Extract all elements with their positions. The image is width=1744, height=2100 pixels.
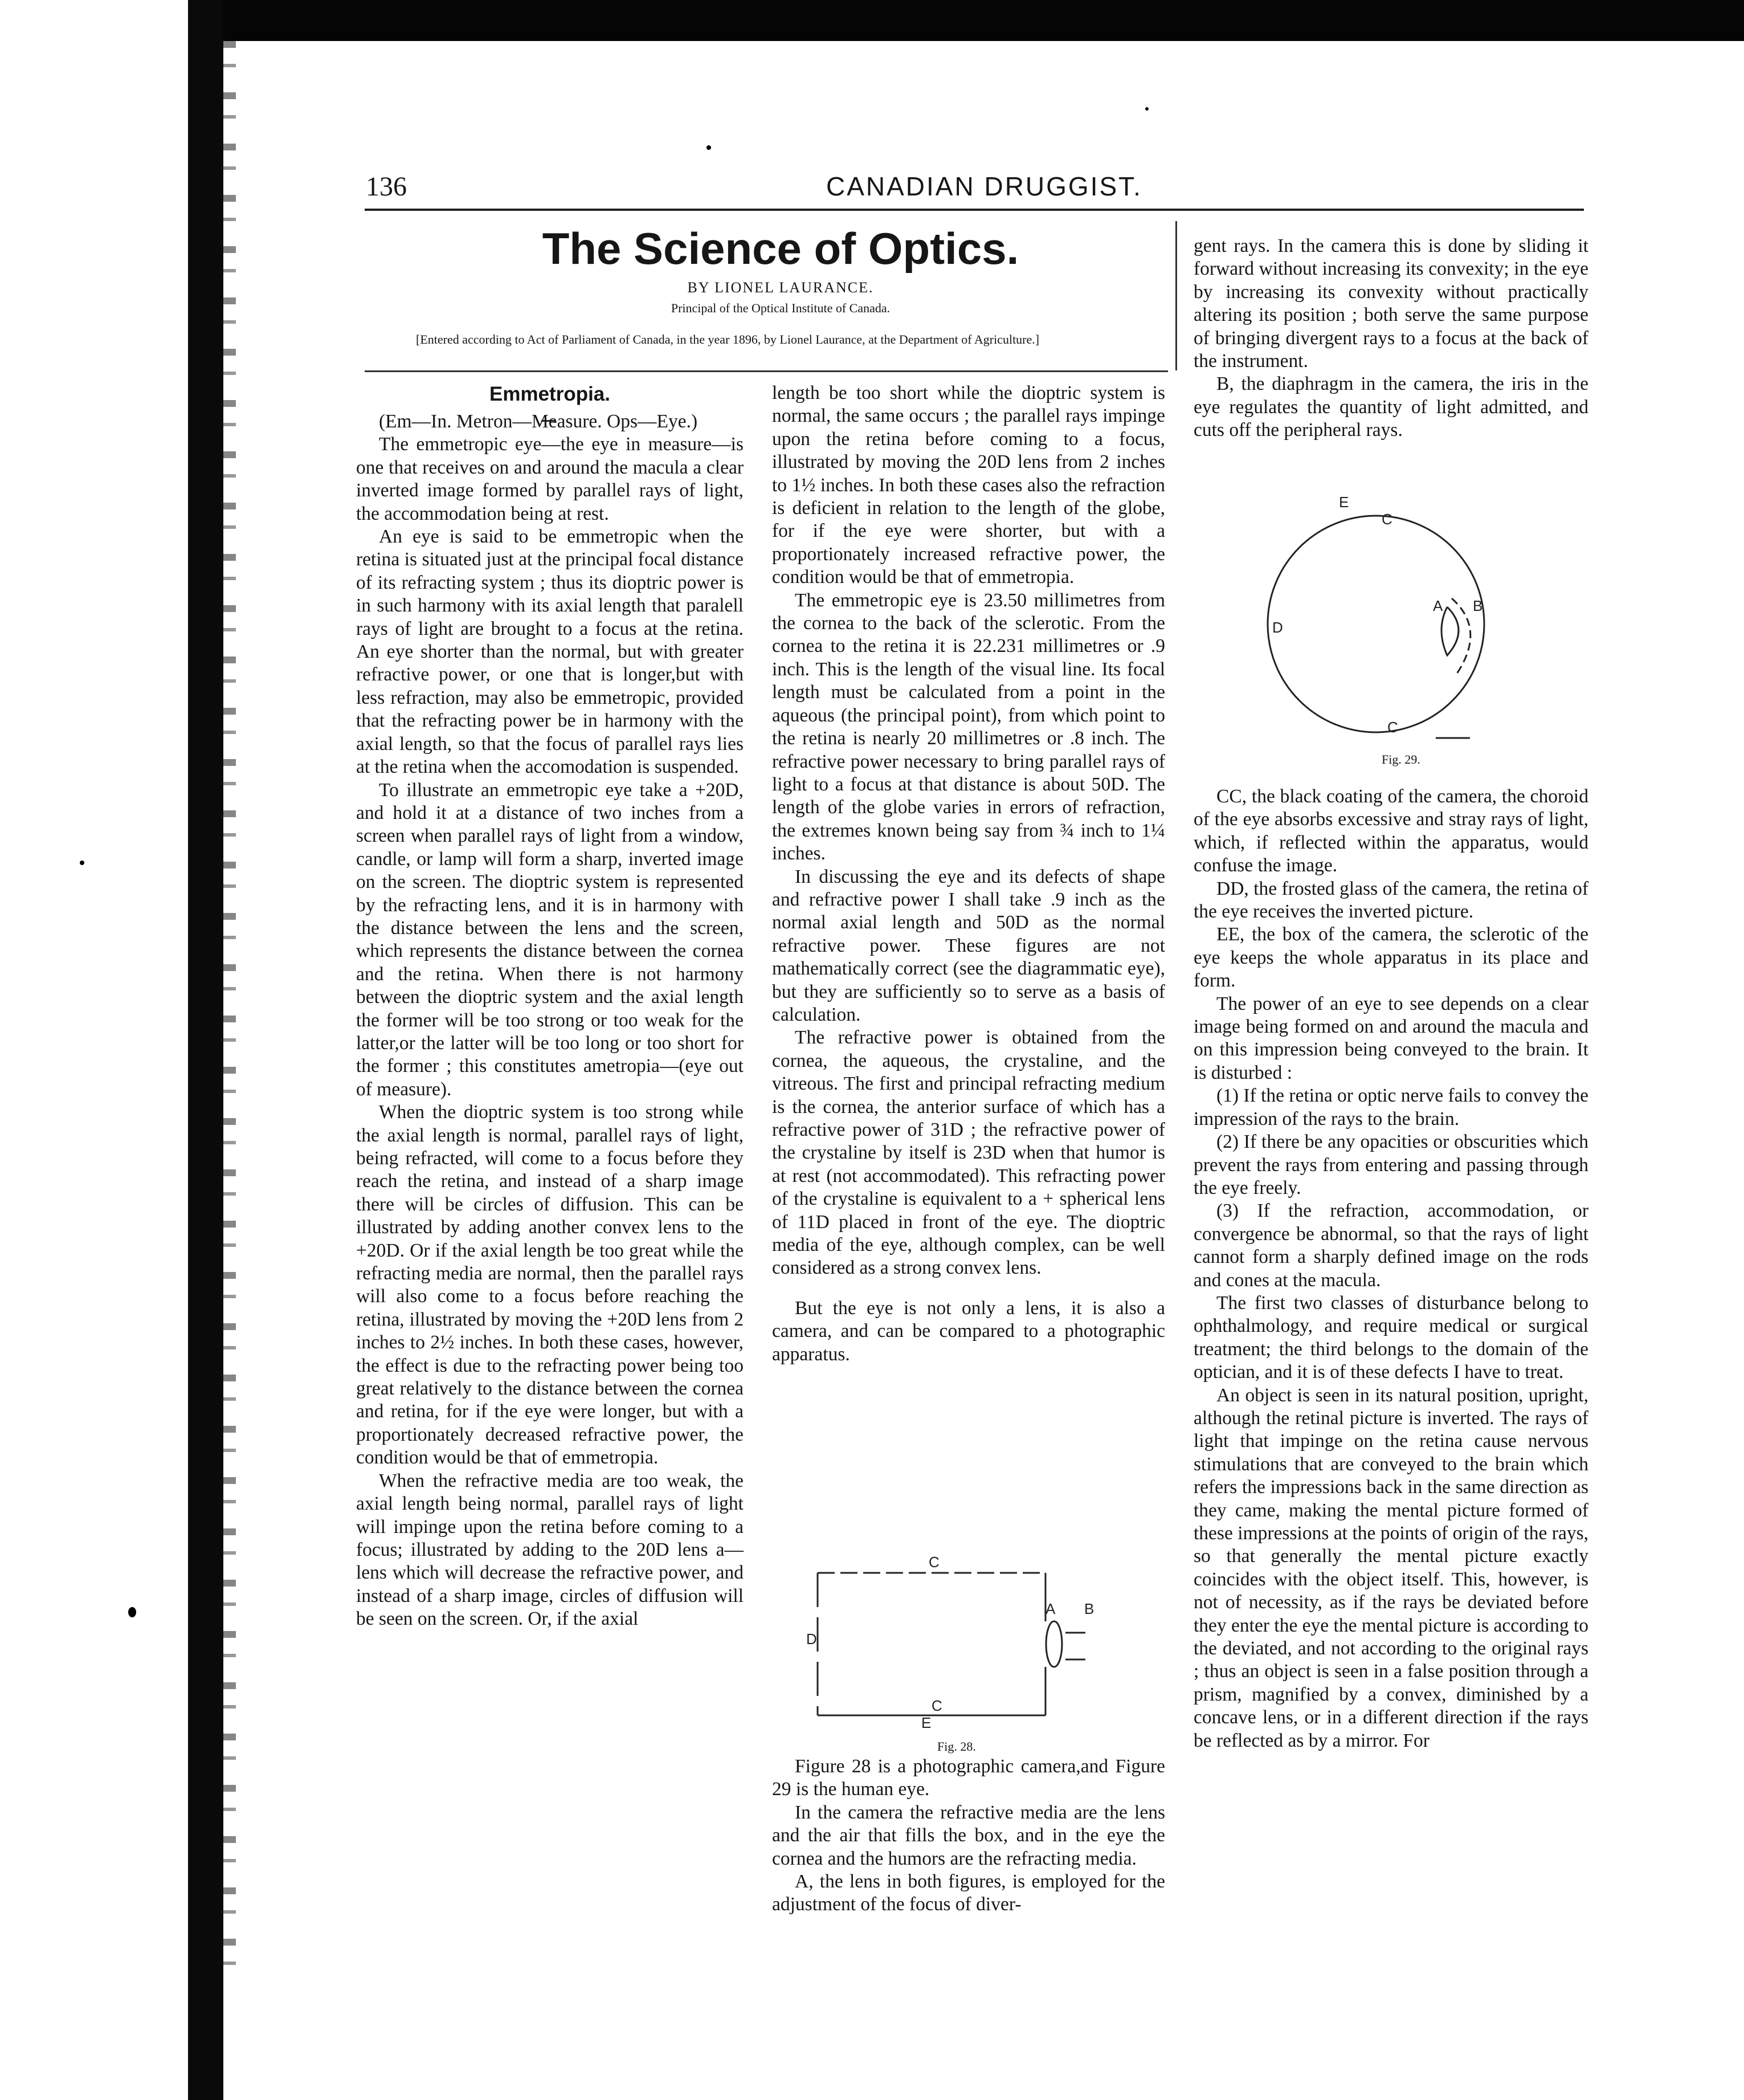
paragraph: CC, the black coating of the camera, the choroid of the eye absorbs excessive and stray rays of light, which, if reflected within the apparatus, would confuse the image. <box>1194 786 1588 876</box>
paragraph: In discussing the eye and its defects of shape and refractive power I shall take .9 inch as the normal axial length and 50D as the normal refractive power. These figures are not mathematically correct (see the diagrammatic eye), but they are sufficiently so to serve as a basis of calculation. <box>772 866 1165 1025</box>
paragraph: When the refractive media are too weak, the axial length being normal, parallel rays of light will impinge upon the retina before coming to a focus; illustrated by adding to the 20D lens a—lens which will decrease the refractive power, and instead of a sharp image, circles of diffusion will be seen on the screen. Or, if the axial <box>356 1470 744 1630</box>
scan-speck <box>706 145 711 150</box>
scan-border-top <box>188 0 1744 41</box>
fig28-label-e: E <box>921 1714 932 1731</box>
page-number: 136 <box>366 172 407 202</box>
copyright-notice: [Entered according to Act of Parliament of Canada, in the year 1896, by Lionel Laurance, at the Department of Agriculture.] <box>416 332 1040 346</box>
figure-29-eye-diagram <box>1253 484 1538 769</box>
fig28-label-c-top: C <box>929 1553 940 1571</box>
paragraph: To illustrate an emmetropic eye take a +20D, and hold it at a distance of two inches from a screen when parallel rays of light from a window, candle, or lamp will form a sharp, inverted image on the screen. The dioptric system is represented by the refracting lens, and it is in harmony with the distance between the lens and the screen, which represents the distance between the cornea and the retina. When there is not harmony between the dioptric system and the axial length the former will be too strong or too weak for the latter,or the latter will be too long or too short for the former ; this constitutes ametropia—(eye out of measure). <box>356 779 744 1100</box>
paragraph: A, the lens in both figures, is employed for the adjustment of the focus of diver- <box>772 1871 1165 1915</box>
scan-border-left <box>188 0 223 2100</box>
fig29-label-d: D <box>1272 619 1283 636</box>
column-2-continued <box>772 1755 1165 1916</box>
column-1 <box>356 410 744 1631</box>
paragraph: But the eye is not only a lens, it is also a camera, and can be compared to a photographic apparatus. <box>772 1297 1165 1365</box>
paragraph: The first two classes of disturbance belong to ophthalmology, and require medical or surgical treatment; the third belongs to the domain of the optician, and it is of these defects I have to treat. <box>1194 1292 1588 1383</box>
column-rule <box>1175 221 1177 370</box>
paragraph: EE, the box of the camera, the sclerotic of the eye keeps the whole apparatus in its place and form. <box>1194 924 1588 992</box>
affiliation: Principal of the Optical Institute of Canada. <box>671 301 891 315</box>
eye-iris <box>1452 598 1471 675</box>
eye-lens <box>1441 607 1459 655</box>
column-3-continued <box>1194 785 1588 1752</box>
scan-fringe <box>223 41 236 1979</box>
scan-speck <box>128 1607 136 1617</box>
title-rule <box>365 370 1168 372</box>
byline: BY LIONEL LAURANCE. <box>687 279 874 296</box>
paragraph: The emmetropic eye is 23.50 millimetres from the cornea to the back of the sclerotic. From the cornea to the retina it is 22.231 millimetres or .9 inch. This is the length of the visual line. Its focal length must be calculated from a point in the aqueous (the principal point), from which point to the retina is nearly 20 millimetres or .8 inch. The refractive power necessary to bring parallel rays of light to a focus at that distance is about 50D. The length of the globe varies in errors of refraction, the extremes known being say from ¾ inch to 1¼ inches. <box>772 589 1165 865</box>
paragraph: An object is seen in its natural position, upright, although the retinal picture is inverted. The rays of light that impinge on the retina cause nervous stimulations that are conveyed to the brain which refers the impressions back in the same direction as they came, making the mental picture formed of these impressions at the points of origin of the rays, so that generally the mental picture exactly coincides with the object itself. This, however, is not of necessity, as if the rays be deviated before they enter the eye the mental picture is according to the deviated, and not according to the original rays ; thus an object is seen in a false position through a prism, magnified by a convex, diminished by a concave lens, or in a different direction if the rays be reflected as by a mirror. For <box>1194 1384 1588 1751</box>
paragraph: Figure 28 is a photographic camera,and Figure 29 is the human eye. <box>772 1756 1165 1800</box>
fig28-label-a: A <box>1045 1600 1056 1617</box>
paragraph: gent rays. In the camera this is done by sliding it forward without increasing its convexity; in the eye by increasing its convexity without practically altering its position ; both serve the same purpose of bringing divergent rays to a focus at the back of the instrument. <box>1194 235 1588 372</box>
paragraph: The emmetropic eye—the eye in measure—is one that receives on and around the macula a clear inverted image formed by parallel rays of light, the accommodation being at rest. <box>356 434 744 524</box>
figure-28-caption: Fig. 28. <box>937 1739 976 1754</box>
fig29-label-c-bottom: C <box>1387 719 1398 736</box>
paragraph: (3) If the refraction, accommodation, or convergence be abnormal, so that the rays of light cannot form a sharply defined image on the rods and cones at the macula. <box>1194 1200 1588 1291</box>
fig28-label-c-bottom: C <box>932 1697 942 1714</box>
paragraph: The refractive power is obtained from the cornea, the aqueous, the crystaline, and the vitreous. The first and principal refracting medium is the cornea, the anterior surface of which has a refractive power of 31D ; the refractive power of the crystaline by itself is 23D when that humor is at rest (not accommodated). This refracting power of the crystaline is equivalent to a + spherical lens of 11D placed in front of the eye. The dioptric media of the eye, although complex, can be well considered as a strong convex lens. <box>772 1027 1165 1279</box>
fig29-label-e: E <box>1339 494 1349 511</box>
figure-28-camera-diagram <box>800 1550 1142 1767</box>
section-heading: Emmetropia. <box>489 383 610 405</box>
paragraph: The power of an eye to see depends on a clear image being formed on and around the macula and on this impression being conveyed to the brain. It is disturbed : <box>1194 993 1588 1083</box>
fig29-label-b: B <box>1473 597 1483 614</box>
paragraph: An eye is said to be emmetropic when the retina is situated just at the principal focal distance of its refracting system ; thus its dioptric power is in such harmony with its axial length that paralell rays of light are brought to a focus at the retina. An eye shorter than the normal, but with greater refractive power, or one that is longer,but with less refraction, may also be emmetropic, provided that the refracting power be in harmony with the axial length, so that the focus of parallel rays lies at the retina when the accomodation is suspended. <box>356 526 744 778</box>
paragraph: When the dioptric system is too strong while the axial length is normal, parallel rays of light, being refracted, will come to a focus before they reach the retina, and instead of a sharp image there will be circles of diffusion. This can be illustrated by adding another convex lens to the +20D. Or if the axial length be too great while the refracting media are normal, then the parallel rays will also come to a focus before reaching the retina, illustrated by moving the +20D lens from 2 inches to 2½ inches. In both these cases, however, the effect is due to the refracting power being too great relatively to the distance between the cornea and retina, for if the eye were longer, but with a proportionately decreased refractive power, the condition would be that of emmetropia. <box>356 1102 744 1469</box>
fig29-label-a: A <box>1433 597 1443 614</box>
column-3 <box>1194 235 1588 442</box>
article-title: The Science of Optics. <box>542 223 1019 274</box>
fig29-label-c-top: C <box>1382 511 1392 528</box>
paragraph: DD, the frosted glass of the camera, the retina of the eye receives the inverted picture. <box>1194 878 1588 923</box>
fig28-label-b: B <box>1084 1600 1094 1617</box>
paragraph: (Em—In. Metron—Measure. Ops—Eye.) <box>379 411 698 432</box>
camera-lens <box>1046 1621 1062 1667</box>
column-2 <box>772 382 1165 1366</box>
paragraph: (2) If there be any opacities or obscurities which prevent the rays from entering and passing through the eye freely. <box>1194 1131 1588 1198</box>
scan-speck <box>80 861 84 865</box>
header-rule <box>365 209 1584 211</box>
paragraph: (1) If the retina or optic nerve fails to convey the impression of the rays to the brain. <box>1194 1085 1588 1129</box>
scan-speck <box>1145 107 1149 111</box>
paragraph: In the camera the refractive media are the lens and the air that fills the box, and in the eye the cornea and the humors are the refracting media. <box>772 1801 1165 1869</box>
journal-title: CANADIAN DRUGGIST. <box>826 172 1142 201</box>
paragraph: B, the diaphragm in the camera, the iris in the eye regulates the quantity of light admitted, and cuts off the peripheral rays. <box>1194 373 1588 441</box>
paragraph: length be too short while the dioptric system is normal, the same occurs ; the parallel rays impinge upon the retina before coming to a focus, illustrated by moving the 20D lens from 2 inches to 1½ inches. In both these cases also the refraction is deficient in relation to the length of the globe, for if the eye were shorter, but with a proportionately increased refractive power, the condition would be that of emmetropia. <box>772 382 1165 588</box>
fig28-label-d: D <box>806 1630 817 1648</box>
eye-globe <box>1268 516 1484 732</box>
figure-29-caption: Fig. 29. <box>1382 752 1420 766</box>
